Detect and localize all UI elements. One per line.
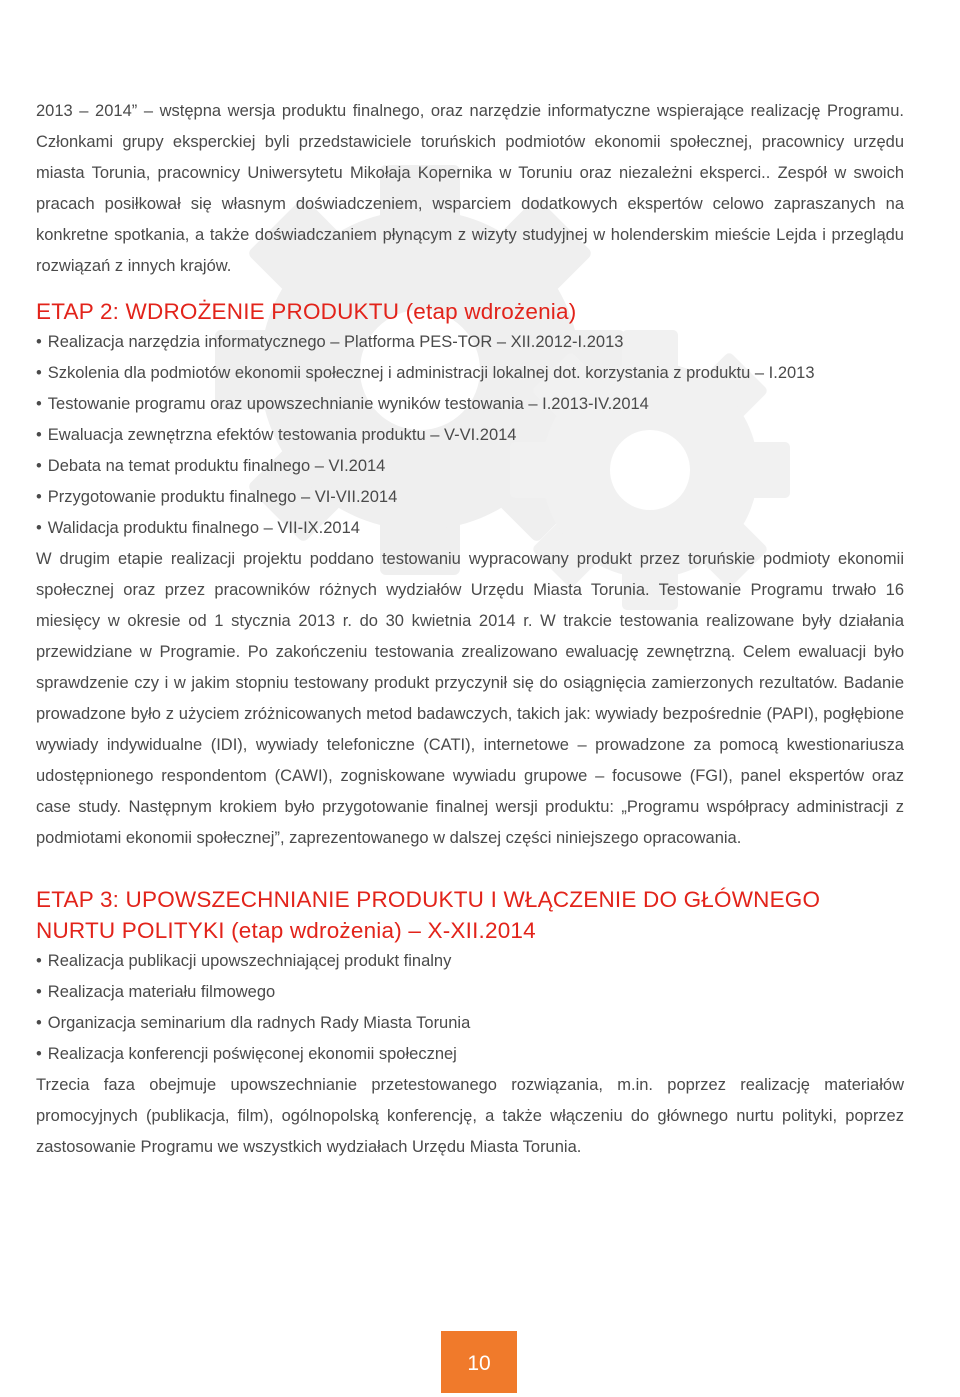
bullet-symbol: • [36,952,42,970]
etap2-bullet-list [36,327,904,544]
list-item-text: Organizacja seminarium dla radnych Rady Miasta Torunia [47,1014,471,1032]
page-content [36,96,904,1163]
bullet-symbol: • [36,488,42,506]
etap3-bullet-list [36,946,904,1070]
list-item-text: Testowanie programu oraz upowszechnianie wyników testowania – I.2013-IV.2014 [47,395,649,413]
list-item [36,358,904,389]
bullet-symbol: • [36,364,42,382]
bullet-symbol: • [36,457,42,475]
bullet-symbol: • [36,426,42,444]
list-item [36,513,904,544]
list-item [36,1008,904,1039]
list-item-text: Debata na temat produktu finalnego – VI.2014 [47,457,386,475]
bullet-symbol: • [36,1045,42,1063]
list-item [36,389,904,420]
list-item-text: Realizacja publikacji upowszechniającej produkt finalny [47,952,452,970]
list-item [36,327,904,358]
list-item-text: Szkolenia dla podmiotów ekonomii społecznej i administracji lokalnej dot. korzystania z produktu – I.2013 [47,364,815,382]
list-item [36,977,904,1008]
bullet-symbol: • [36,983,42,1001]
list-item-text: Ewaluacja zewnętrzna efektów testowania produktu – V-VI.2014 [47,426,517,444]
page-number-badge: 10 [441,1331,517,1393]
bullet-symbol: • [36,395,42,413]
etap3-heading: ETAP 3: UPOWSZECHNIANIE PRODUKTU I WŁĄCZENIE DO GŁÓWNEGO NURTU POLITYKI (etap wdrożenia) – X-XII.2014 [36,887,821,943]
list-item [36,946,904,977]
list-item-text: Realizacja narzędzia informatycznego – Platforma PES-TOR – XII.2012-I.2013 [47,333,624,351]
bullet-symbol: • [36,519,42,537]
etap2-heading: ETAP 2: WDROŻENIE PRODUKTU (etap wdrożenia) [36,299,577,324]
list-item [36,1039,904,1070]
etap2-paragraph: W drugim etapie realizacji projektu poddano testowaniu wypracowany produkt przez toruńskie podmioty ekonomii społecznej oraz przez pracowników różnych wydziałów Urzędu Miasta Torunia. Testowanie Programu trwało 16 miesięcy w okresie od 1 stycznia 2013 r. do 30 kwietnia 2014 r. W trakcie testowania realizowane były działania przewidziane w Programie. Po zakończeniu testowania zrealizowano ewaluację zewnętrzną. Celem ewaluacji było sprawdzenie czy i w jakim stopniu testowany produkt przyczynił się do osiągnięcia zamierzonych rezultatów. Badanie prowadzone było z użyciem zróżnicowanych metod badawczych, takich jak: wywiady bezpośrednie (PAPI), pogłębione wywiady indywidualne (IDI), wywiady telefoniczne (CATI), internetowe – prowadzone za pomocą kwestionariusza udostępnionego respondentom (CAWI), zogniskowane wywiadu grupowe – focusowe (FGI), panel ekspertów oraz case study. Następnym krokiem było przygotowanie finalnej wersji produktu: „Programu współpracy administracji z podmiotami ekonomii społecznej”, zaprezentowanego w dalszej części niniejszego opracowania. [36,550,904,847]
list-item-text: Realizacja materiału filmowego [47,983,276,1001]
etap3-paragraph: Trzecia faza obejmuje upowszechnianie przetestowanego rozwiązania, m.in. poprzez realizację materiałów promocyjnych (publikacja, film), ogólnopolską konferencję, a także włączeniu do głównego nurtu polityki, poprzez zastosowanie Programu we wszystkich wydziałach Urzędu Miasta Torunia. [36,1076,904,1156]
bullet-symbol: • [36,333,42,351]
list-item-text: Realizacja konferencji poświęconej ekonomii społecznej [47,1045,457,1063]
list-item-text: Walidacja produktu finalnego – VII-IX.2014 [47,519,360,537]
list-item [36,451,904,482]
list-item [36,420,904,451]
intro-paragraph: 2013 – 2014” – wstępna wersja produktu finalnego, oraz narzędzie informatyczne wspierające realizację Programu. Członkami grupy eksperckiej byli przedstawiciele toruńskich podmiotów ekonomii społecznej, pracownicy urzędu miasta Torunia, pracownicy Uniwersytetu Mikołaja Kopernika w Toruniu oraz niezależni eksperci.. Zespół w swoich pracach posiłkował się własnym doświadczeniem, wsparciem dodatkowych ekspertów celowo zapraszanych na konkretne spotkania, a także doświadczaniem płynącym z wizyty studyjnej w holenderskim mieście Lejda i przeglądu rozwiązań z innych krajów. [36,102,904,275]
list-item [36,482,904,513]
bullet-symbol: • [36,1014,42,1032]
list-item-text: Przygotowanie produktu finalnego – VI-VII.2014 [47,488,398,506]
